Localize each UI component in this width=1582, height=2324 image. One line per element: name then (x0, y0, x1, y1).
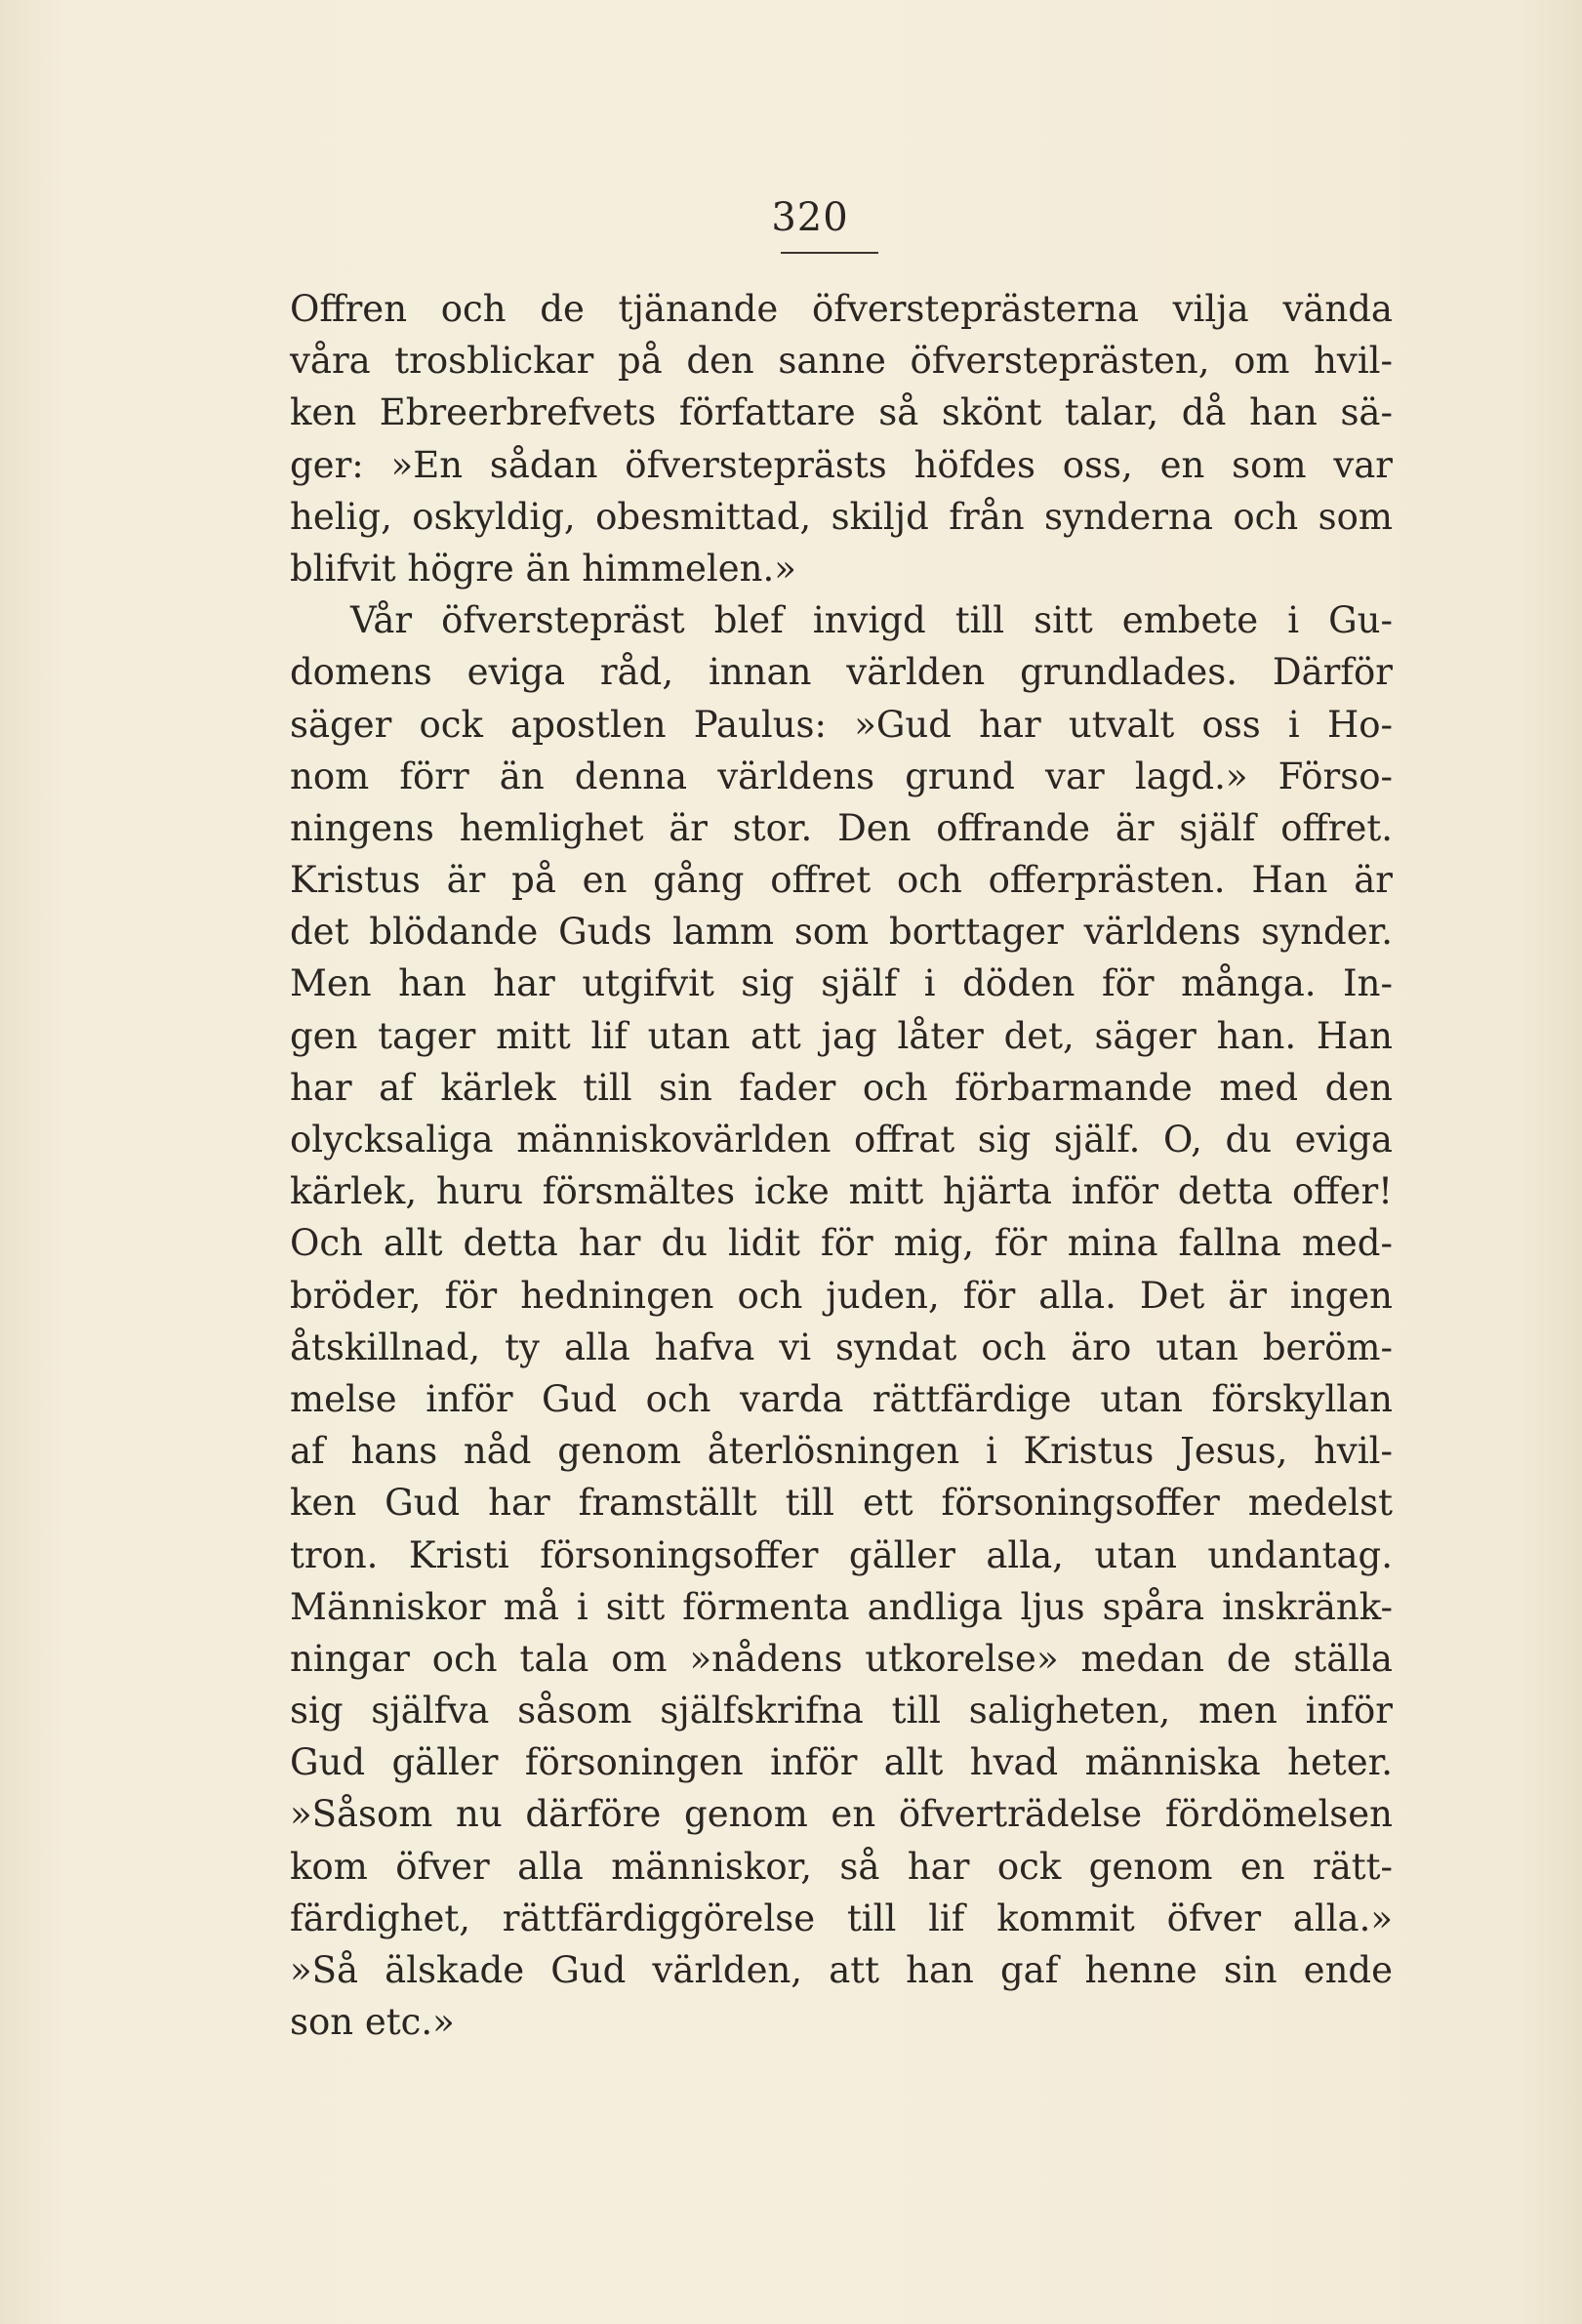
text-line: Kristus är på en gång offret och offerprästen. Han är (290, 859, 1393, 902)
text-line: åtskillnad, ty alla hafva vi syndat och äro utan beröm- (290, 1325, 1393, 1368)
text-line: Vår öfverstepräst blef invigd till sitt embete i Gu- (350, 599, 1393, 642)
text-line: Offren och de tjänande öfversteprästerna vilja vända (290, 288, 1393, 330)
text-line: sig själfva såsom själfskrifna till saligheten, men inför (290, 1690, 1393, 1733)
text-line: Men han har utgifvit sig själf i döden för många. In- (290, 962, 1393, 1005)
text-line: har af kärlek till sin fader och förbarmande med den (290, 1066, 1393, 1109)
text-line: olycksaliga människovärlden offrat sig själf. O, du eviga (290, 1119, 1393, 1161)
text-line: ken Ebreerbrefvets författare så skönt talar, då han sä- (290, 391, 1393, 434)
text-line: tron. Kristi försoningsoffer gäller alla, utan undantag. (290, 1533, 1393, 1576)
text-line: Gud gäller försoningen inför allt hvad människa heter. (290, 1741, 1393, 1784)
text-line: Och allt detta har du lidit för mig, för mina fallna med- (290, 1222, 1393, 1265)
page-number-rule (781, 252, 878, 254)
text-line: »Såsom nu därföre genom en öfverträdelse fördömelsen (290, 1793, 1393, 1836)
text-line: bröder, för hedningen och juden, för alla. Det är ingen (290, 1274, 1393, 1317)
text-line: ningar och tala om »nådens utkorelse» medan de ställa (290, 1637, 1393, 1680)
text-line: våra trosblickar på den sanne öfversteprästen, om hvil- (290, 340, 1393, 383)
page-number: 320 (771, 195, 849, 240)
body-text (290, 283, 1393, 2048)
text-line: ger: »En sådan öfversteprästs höfdes oss, en som var (290, 443, 1393, 486)
text-line: domens eviga råd, innan världen grundlades. Därför (290, 651, 1393, 694)
text-line: melse inför Gud och varda rättfärdige utan förskyllan (290, 1377, 1393, 1420)
text-line: »Så älskade Gud världen, att han gaf henne sin ende (290, 1949, 1393, 1991)
text-line: ken Gud har framställt till ett försoningsoffer medelst (290, 1482, 1393, 1525)
text-line: kärlek, huru försmältes icke mitt hjärta inför detta offer! (290, 1170, 1393, 1213)
text-line: nom förr än denna världens grund var lagd.» Förso- (290, 754, 1393, 797)
text-line: son etc.» (290, 2001, 455, 2044)
text-line: ningens hemlighet är stor. Den offrande är själf offret. (290, 806, 1393, 849)
text-line: gen tager mitt lif utan att jag låter det, säger han. Han (290, 1014, 1393, 1057)
text-line: blifvit högre än himmelen.» (290, 547, 796, 590)
text-line: kom öfver alla människor, så har ock genom en rätt- (290, 1845, 1393, 1888)
text-line: färdighet, rättfärdiggörelse till lif kommit öfver alla.» (290, 1896, 1393, 1939)
text-line: af hans nåd genom återlösningen i Kristus Jesus, hvil- (290, 1430, 1393, 1473)
text-line: Människor må i sitt förmenta andliga ljus spåra inskränk- (290, 1585, 1393, 1628)
text-line: det blödande Guds lamm som borttager världens synder. (290, 911, 1393, 954)
text-line: säger ock apostlen Paulus: »Gud har utvalt oss i Ho- (290, 703, 1393, 746)
text-line: helig, oskyldig, obesmittad, skiljd från synderna och som (290, 495, 1393, 538)
